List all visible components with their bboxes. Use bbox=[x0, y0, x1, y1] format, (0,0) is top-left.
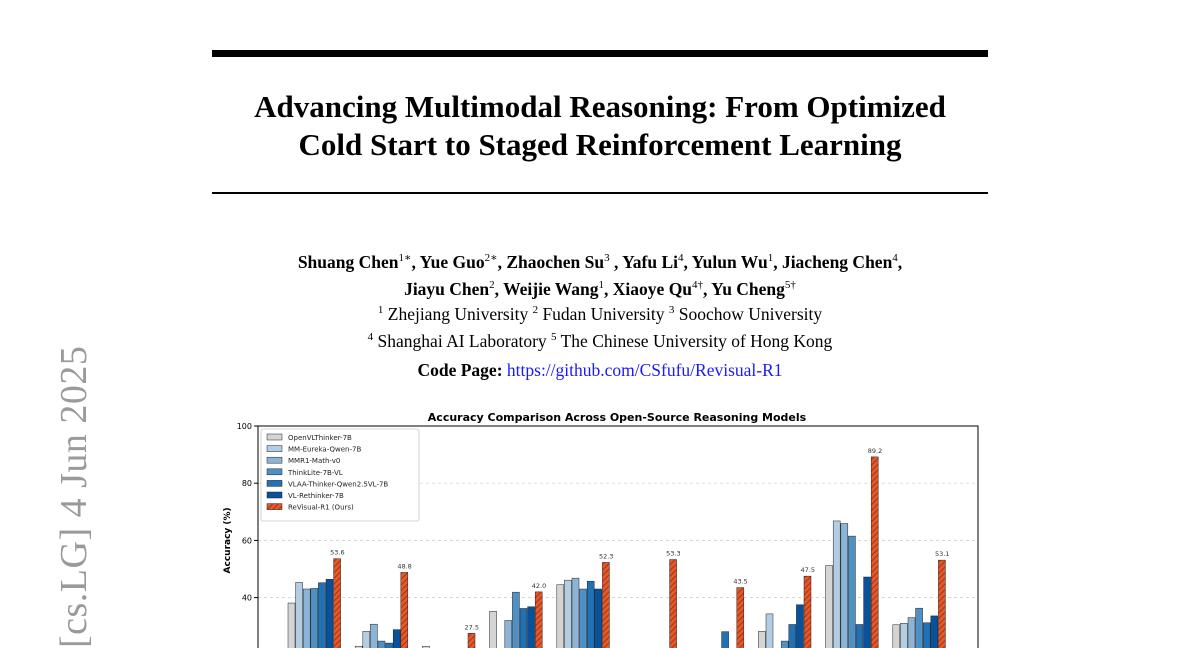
author: Xiaoye $Qu^{4\dagger}$, bbox=[612, 278, 712, 299]
title-line-2: Cold Start to Staged Reinforcement Learning bbox=[298, 127, 902, 162]
bar-baseline bbox=[758, 631, 765, 648]
affiliation: $^3$ Soochow University bbox=[668, 303, 823, 324]
bar-baseline bbox=[564, 580, 571, 648]
legend-swatch bbox=[267, 492, 282, 498]
bar-baseline bbox=[916, 608, 923, 648]
legend-swatch bbox=[267, 480, 282, 486]
paper-title bbox=[212, 88, 988, 164]
bar-revisual bbox=[602, 562, 609, 648]
bar-baseline bbox=[595, 589, 602, 648]
bar-baseline bbox=[826, 566, 833, 648]
value-label: 48.8 bbox=[397, 562, 412, 571]
bar-baseline bbox=[931, 616, 938, 648]
bar-baseline bbox=[766, 614, 773, 648]
bar-baseline bbox=[505, 620, 512, 648]
bar-baseline bbox=[722, 632, 729, 648]
bar-baseline bbox=[893, 625, 900, 648]
value-label: 43.5 bbox=[733, 577, 748, 586]
legend-label: MMR1-Math-v0 bbox=[288, 457, 341, 466]
code-page-link[interactable]: https://github.com/CSfufu/Revisual-R1 bbox=[506, 360, 783, 380]
author-list bbox=[212, 247, 988, 301]
arxiv-stamp: [cs.LG] 4 Jun 2025 bbox=[53, 345, 95, 648]
bar-revisual bbox=[804, 576, 811, 648]
bar-baseline bbox=[296, 582, 303, 648]
bar-baseline bbox=[393, 630, 400, 648]
bar-baseline bbox=[303, 589, 310, 648]
bar-baseline bbox=[378, 641, 385, 648]
author: Zhaochen Su$^3$ , bbox=[506, 251, 623, 272]
bar-baseline bbox=[841, 524, 848, 648]
bar-baseline bbox=[833, 521, 840, 648]
author: Weijie Wang$^1$, bbox=[503, 278, 613, 299]
bar-baseline bbox=[520, 608, 527, 648]
title-line-1: Advancing Multimodal Reasoning: From Optimized bbox=[254, 89, 946, 124]
code-page bbox=[212, 359, 988, 382]
affiliation: $^4$ Shanghai AI Laboratory bbox=[367, 330, 547, 351]
bar-revisual bbox=[334, 559, 341, 648]
legend-label: VL-Rethinker-7B bbox=[288, 492, 344, 500]
value-label: 47.5 bbox=[800, 566, 816, 575]
bar-revisual bbox=[871, 457, 878, 648]
bar-baseline bbox=[490, 611, 497, 648]
bar-revisual bbox=[468, 633, 475, 648]
author: Jiayu Chen$^2$, bbox=[404, 278, 504, 299]
bar-revisual bbox=[670, 560, 677, 648]
legend-label: ReVisual-R1 (Ours) bbox=[288, 503, 354, 512]
bar-baseline bbox=[386, 643, 393, 648]
affiliations bbox=[212, 299, 988, 353]
legend-swatch bbox=[267, 469, 282, 475]
bar-baseline bbox=[908, 618, 915, 648]
legend-label: VLAA-Thinker-Qwen2.5VL-7B bbox=[288, 480, 389, 489]
value-label: 53.6 bbox=[330, 548, 345, 557]
author: Yulun Wu$^1$, bbox=[691, 251, 782, 272]
affiliation: $^5$ The Chinese University of Hong Kong bbox=[551, 330, 833, 351]
y-tick-label: 100 bbox=[236, 422, 252, 431]
top-rule bbox=[212, 50, 988, 57]
bar-baseline bbox=[512, 592, 519, 648]
bar-baseline bbox=[326, 579, 333, 648]
y-tick-label: 80 bbox=[241, 479, 252, 489]
bar-baseline bbox=[318, 583, 325, 648]
bar-baseline bbox=[781, 641, 788, 648]
bar-baseline bbox=[848, 536, 855, 648]
legend-swatch bbox=[267, 434, 282, 440]
value-label: 42.0 bbox=[531, 581, 547, 590]
value-label: 27.5 bbox=[464, 623, 480, 632]
title-rule bbox=[212, 192, 988, 194]
chart-title: Accuracy Comparison Across Open-Source Reasoning Models bbox=[427, 411, 807, 424]
bar-baseline bbox=[311, 588, 318, 648]
code-page-label: Code Page: bbox=[417, 360, 503, 380]
author: Yue Guo$^{2∗}$, bbox=[419, 251, 507, 272]
bar-baseline bbox=[572, 578, 579, 648]
bar-revisual bbox=[535, 592, 542, 648]
legend-swatch bbox=[267, 457, 282, 463]
author: Jiacheng Chen$^4$, bbox=[781, 251, 903, 272]
legend-label: OpenVLThinker-7B bbox=[288, 434, 352, 442]
bar-baseline bbox=[796, 605, 803, 648]
author: Shuang Chen$^{1∗}$, bbox=[297, 251, 420, 272]
legend-swatch bbox=[267, 446, 282, 452]
y-tick-label: 40 bbox=[241, 593, 252, 603]
bar-baseline bbox=[557, 585, 564, 648]
bar-revisual bbox=[938, 560, 945, 648]
affiliation: $^1$ Zhejiang University bbox=[377, 303, 529, 324]
author: Yafu Li$^4$, bbox=[622, 251, 692, 272]
accuracy-bar-chart bbox=[212, 400, 988, 648]
bar-baseline bbox=[900, 623, 907, 648]
bar-baseline bbox=[528, 607, 535, 648]
author: Yu Cheng$^{5\dagger}$ bbox=[711, 278, 796, 299]
bar-baseline bbox=[856, 624, 863, 648]
value-label: 53.1 bbox=[934, 550, 950, 559]
bar-baseline bbox=[923, 623, 930, 648]
legend-label: MM-Eureka-Qwen-7B bbox=[288, 445, 362, 454]
value-label: 89.2 bbox=[867, 446, 883, 455]
bar-baseline bbox=[580, 589, 587, 648]
bar-baseline bbox=[363, 631, 370, 648]
bar-baseline bbox=[789, 624, 796, 648]
affiliation: $^2$ Fudan University bbox=[532, 303, 665, 324]
bar-baseline bbox=[864, 577, 871, 648]
bar-revisual bbox=[737, 588, 744, 648]
legend-swatch bbox=[267, 504, 282, 510]
bar-baseline bbox=[587, 581, 594, 648]
legend-label: ThinkLite-7B-VL bbox=[288, 468, 343, 477]
y-axis-label: Accuracy (%) bbox=[223, 507, 233, 574]
value-label: 53.3 bbox=[666, 549, 681, 558]
value-label: 52.3 bbox=[598, 552, 614, 561]
bar-baseline bbox=[288, 603, 295, 648]
bar-baseline bbox=[370, 624, 377, 648]
y-tick-label: 60 bbox=[241, 536, 252, 546]
bar-revisual bbox=[401, 572, 408, 648]
